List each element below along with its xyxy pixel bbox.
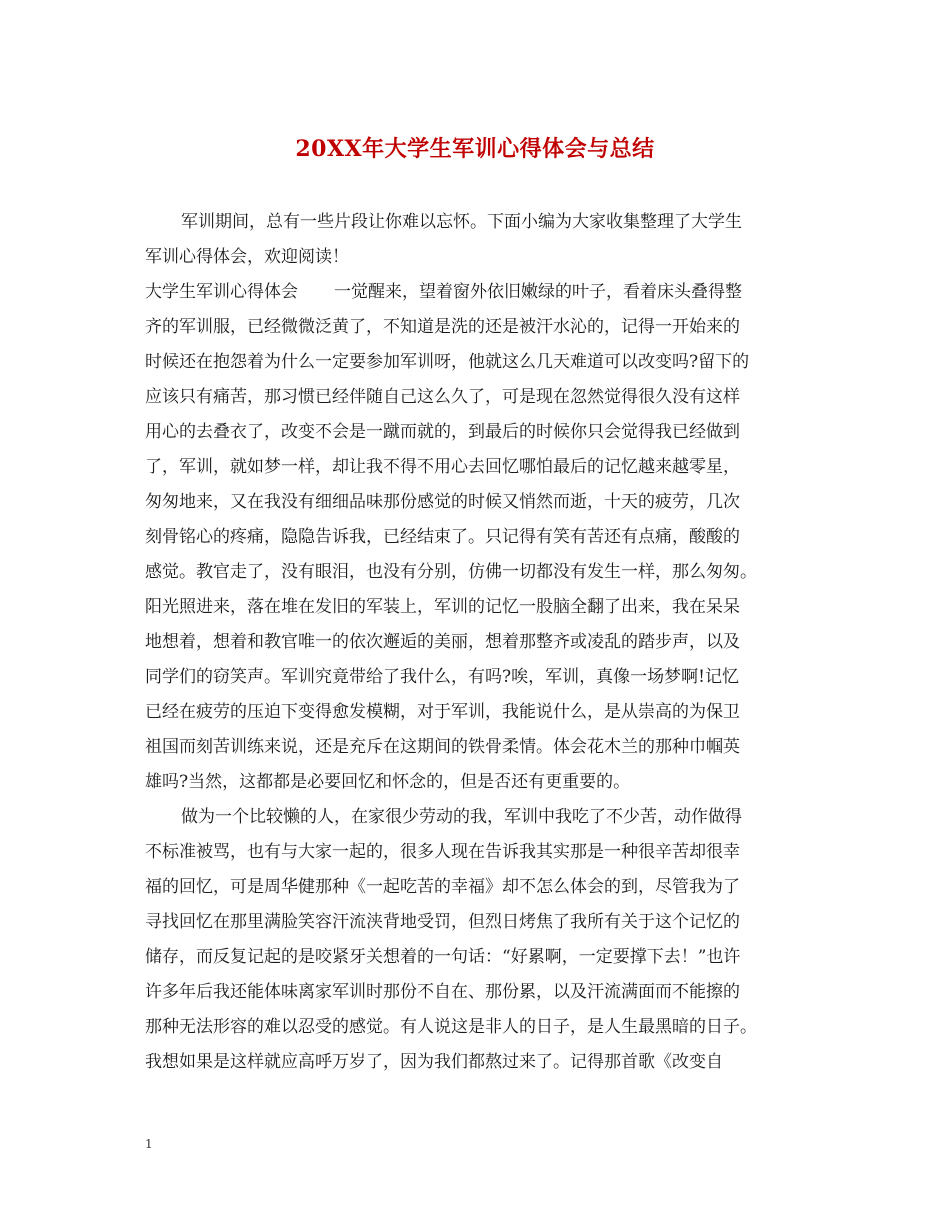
paragraph-line: 福的回忆，可是周华健那种《一起吃苦的幸福》却不怎么体会的到，尽管我为了 <box>145 877 740 897</box>
paragraph-line: 了，军训，就如梦一样，却让我不得不用心去回忆哪怕最后的记忆越来越零星， <box>145 457 740 477</box>
paragraph-line: 做为一个比较懒的人，在家很少劳动的我，军训中我吃了不少苦，动作做得 <box>181 807 742 827</box>
document-title: 20XX年大学生军训心得体会与总结 <box>295 136 655 162</box>
paragraph-line: 那种无法形容的难以忍受的感觉。有人说这是非人的日子，是人生最黑暗的日子。 <box>145 1017 757 1037</box>
paragraph-line: 应该只有痛苦，那习惯已经伴随自己这么久了，可是现在忽然觉得很久没有这样 <box>145 387 740 407</box>
intro-line: 军训心得体会，欢迎阅读！ <box>145 247 349 267</box>
paragraph-line: 已经在疲劳的压迫下变得愈发模糊，对于军训，我能说什么，是从崇高的为保卫 <box>145 702 740 722</box>
paragraph-line: 匆匆地来，又在我没有细细品味那份感觉的时候又悄然而逝，十天的疲劳，几次 <box>145 492 740 512</box>
section-heading: 大学生军训心得体会 <box>145 282 298 302</box>
paragraph-line: 齐的军训服，已经微微泛黄了，不知道是洗的还是被汗水沁的，记得一开始来的 <box>145 317 740 337</box>
paragraph-text: 一觉醒来，望着窗外依旧嫩绿的叶子，看着床头叠得整 <box>334 282 742 302</box>
paragraph-line: 用心的去叠衣了，改变不会是一蹴而就的，到最后的时候你只会觉得我已经做到 <box>145 422 740 442</box>
paragraph-line: 我想如果是这样就应高呼万岁了，因为我们都熬过来了。记得那首歌《改变自 <box>145 1052 723 1072</box>
paragraph-line: 不标准被骂，也有与大家一起的，很多人现在告诉我其实那是一种很辛苦却很幸 <box>145 842 740 862</box>
paragraph-line: 祖国而刻苦训练来说，还是充斥在这期间的铁骨柔情。体会花木兰的那种巾帼英 <box>145 737 740 757</box>
paragraph-line: 雄吗?当然，这都都是必要回忆和怀念的，但是否还有更重要的。 <box>145 772 631 792</box>
section-first-line <box>145 281 742 303</box>
paragraph-line: 地想着，想着和教官唯一的依次邂逅的美丽，想着那整齐或凌乱的踏步声，以及 <box>145 632 740 652</box>
paragraph-line: 时候还在抱怨着为什么一定要参加军训呀，他就这么几天难道可以改变吗?留下的 <box>145 352 750 372</box>
paragraph-line: 感觉。教官走了，没有眼泪，也没有分别，仿佛一切都没有发生一样，那么匆匆。 <box>145 562 757 582</box>
paragraph-line: 许多年后我还能体味离家军训时那份不自在、那份累，以及汗流满面而不能擦的 <box>145 982 740 1002</box>
paragraph-line: 寻找回忆在那里满脸笑容汗流浃背地受罚，但烈日烤焦了我所有关于这个记忆的 <box>145 912 740 932</box>
paragraph-line: 刻骨铭心的疼痛，隐隐告诉我，已经结束了。只记得有笑有苦还有点痛，酸酸的 <box>145 527 740 547</box>
page-number: 1 <box>145 1137 153 1151</box>
paragraph-line: 阳光照进来，落在堆在发旧的军装上，军训的记忆一股脑全翻了出来，我在呆呆 <box>145 597 740 617</box>
paragraph-line: 同学们的窃笑声。军训究竟带给了我什么，有吗?唉，军训，真像一场梦啊!记忆 <box>145 667 739 687</box>
intro-line: 军训期间，总有一些片段让你难以忘怀。下面小编为大家收集整理了大学生 <box>181 212 742 232</box>
paragraph-line: 储存，而反复记起的是咬紧牙关想着的一句话：“好累啊，一定要撑下去！”也许 <box>145 947 741 967</box>
